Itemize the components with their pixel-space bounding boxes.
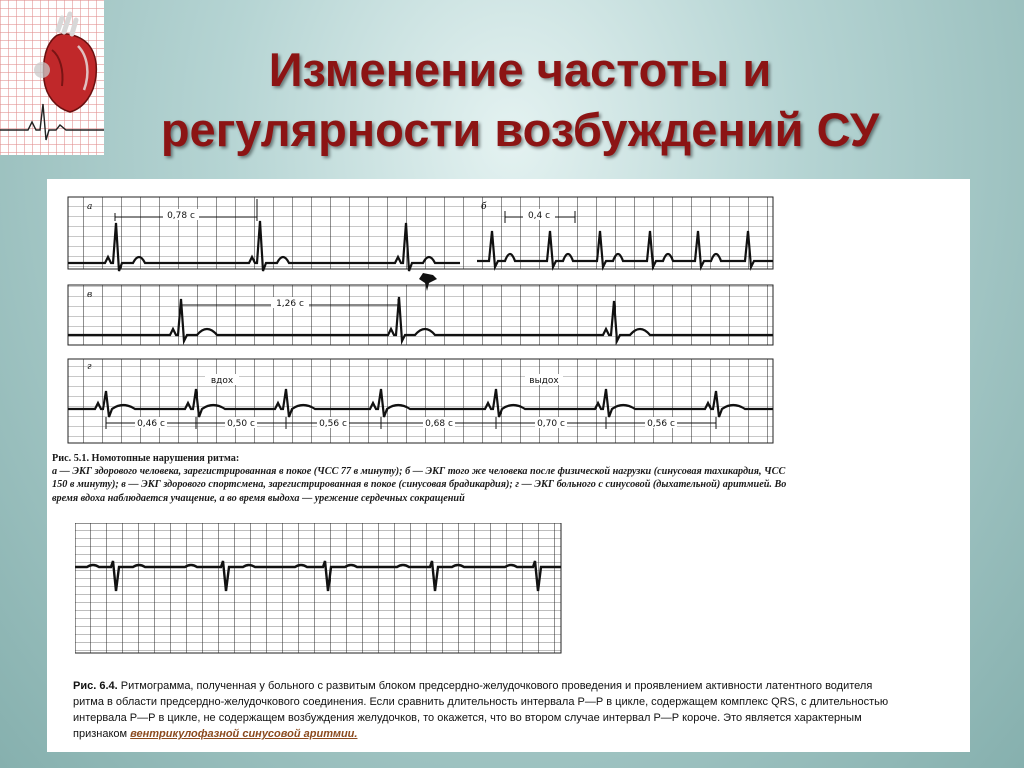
inhale-label: вдох — [210, 376, 234, 386]
figure-5-1-caption-title: Рис. 5.1. Номотопные нарушения ритма: — [52, 453, 240, 464]
interval-label-b: 0,4 с — [527, 211, 551, 221]
interval-label-v: 1,26 с — [276, 299, 304, 309]
rhythmogram-figure-6-4 — [75, 523, 563, 655]
interval-label-g-1: 0,46 с — [137, 419, 165, 429]
figure-6-4-caption — [73, 678, 893, 742]
interval-label-g-6: 0,56 с — [647, 419, 675, 429]
interval-label-g-5: 0,70 с — [537, 419, 565, 429]
title-line-1: Изменение частоты и — [268, 43, 772, 96]
exhale-label: выдох — [529, 376, 559, 386]
ecg-figure-5-1 — [65, 187, 777, 445]
panel-label-a: а — [87, 202, 93, 212]
panel-label-v: в — [87, 290, 93, 300]
interval-label-g-2: 0,50 с — [227, 419, 255, 429]
figure-5-1-caption — [52, 452, 787, 505]
interval-label-g-3: 0,56 с — [319, 419, 347, 429]
interval-label-g-4: 0,68 с — [425, 419, 453, 429]
figure-5-1-caption-text: а — ЭКГ здорового человека, зарегистрированная в покое (ЧСС 77 в минуту); б — ЭКГ того же человека после физической нагрузки (синусовая тахикардия, ЧСС 150 в минуту); в — ЭКГ здорового спортсмена, зарегистрированная в покое (синусовая брадикардия); г — ЭКГ больного с синусовой (дыхательной) аритмией. Во время вдоха наблюдается учащение, а во время выдоха — урежение сердечных сокращений — [52, 466, 787, 504]
title-line-2: регулярности возбуждений СУ — [160, 103, 880, 156]
panel-label-b: б — [481, 202, 487, 212]
slide-title — [110, 40, 930, 160]
interval-label-a: 0,78 с — [167, 211, 195, 221]
ecg-heart-logo — [0, 0, 104, 155]
ventriculophasic-arrhythmia-link[interactable]: вентрикулофазной синусовой аритмии. — [130, 728, 358, 740]
figure-6-4-caption-text: Ритмограмма, полученная у больного с развитым блоком предсердно-желудочкового проведения и проявлением активности латентного водителя ритма в области предсердно-желудочкового соединения. Если сравнить длительность интервала Р—Р в цикле, содержащем комплекс QRS, с длительностью интервала Р—Р в цикле, не содержащем возбуждения желудочков, то окажется, что во втором случае интервал Р—Р короче. Это является характерным признаком — [73, 680, 889, 740]
panel-label-g: г — [87, 362, 92, 372]
figure-6-4-label: Рис. 6.4. — [73, 680, 118, 692]
figure-panel — [47, 179, 970, 752]
